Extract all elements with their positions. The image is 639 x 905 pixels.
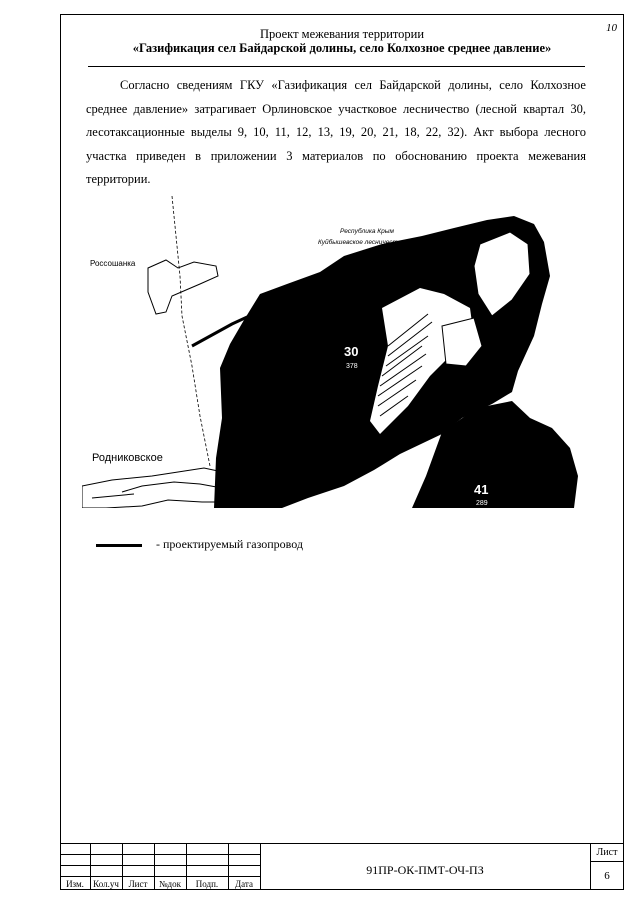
body-paragraph: Согласно сведениям ГКУ «Газификация сел Байдарской долины, село Колхозное среднее давление» затрагивает Орлиновское участковое лесничество (лесной квартал 30, лесотаксационные выделы 9, 10, 11, 12, 13, 19, 20, 21, 18, 22, 32). Акт выбора лесного участка приведен в приложении 3 материалов по обоснованию проекта межевания территории. xyxy=(86,78,586,186)
legend-text: - проектируемый газопровод xyxy=(156,537,303,551)
document-code: 91ПР-ОК-ПМТ-ОЧ-ПЗ xyxy=(366,863,484,877)
header-title: Проект межевания территории xyxy=(259,27,425,41)
header-divider xyxy=(88,66,585,67)
map-label-forestry: Куйбышевское лесничество xyxy=(318,239,405,246)
map-label-rossoshanka: Россошанка xyxy=(90,259,136,268)
tb-label-list: Лист xyxy=(128,879,148,889)
map-label-quarter: 30 xyxy=(344,344,359,359)
tb-label-kol-uch: Кол.уч xyxy=(93,879,119,889)
tb-label-podp: Подп. xyxy=(195,879,219,889)
tb-label-ndok: №док xyxy=(158,879,182,889)
map-label-quarter2: 41 xyxy=(474,482,489,497)
creek-line xyxy=(172,196,210,466)
map-label-rodnikovskoe: Родниковское xyxy=(92,452,163,464)
map-label-republic: Республика Крым xyxy=(340,228,394,235)
legend-pipeline-swatch xyxy=(96,544,142,547)
map-label-quarter2-area: 289 xyxy=(476,500,488,507)
forest-map xyxy=(82,196,582,508)
sheet-number: 6 xyxy=(604,870,610,882)
map-label-quarter-area: 378 xyxy=(346,363,358,370)
sheet-label: Лист xyxy=(596,847,618,858)
tb-label-data: Дата xyxy=(235,879,253,889)
header-subtitle: «Газификация сел Байдарской долины, село Колхозное среднее давление» xyxy=(132,41,552,55)
page-number: 10 xyxy=(606,22,617,34)
rossoshanka-outline xyxy=(148,260,218,314)
map-legend xyxy=(96,537,346,555)
title-block xyxy=(60,843,624,890)
tb-label-izm: Изм. xyxy=(66,879,84,889)
